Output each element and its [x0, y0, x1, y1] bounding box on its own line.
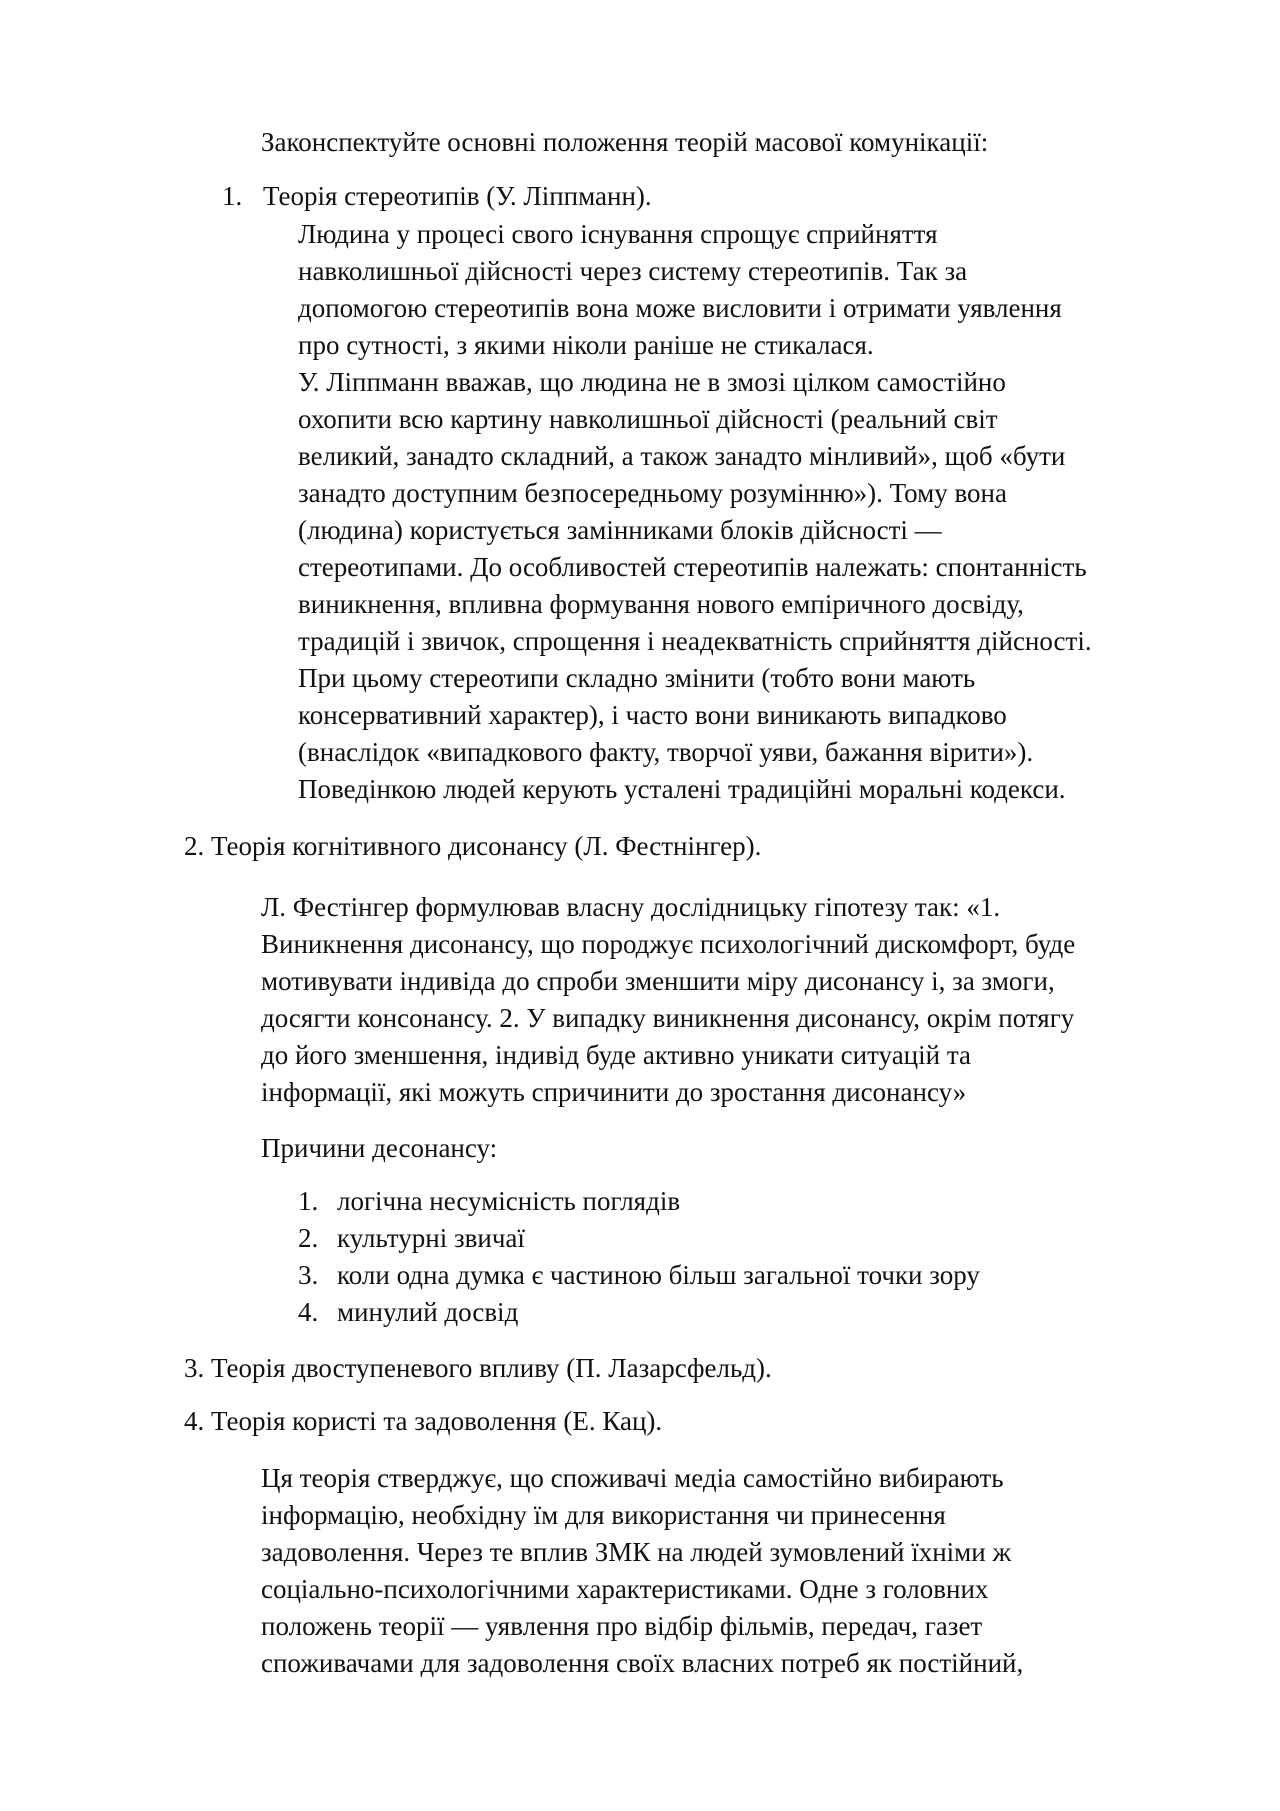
section-1-line: У. Ліппманн вважав, що людина не в змозі цілком самостійно — [298, 367, 1006, 397]
section-2-line: до його зменшення, індивід буде активно уникати ситуацій та — [261, 1040, 971, 1070]
section-1-line: охопити всю картину навколишньої дійсності (реальний світ — [298, 404, 998, 434]
causes-label: Причини десонансу: — [261, 1133, 498, 1163]
section-1-line: занадто доступним безпосередньому розумінню»). Тому вона — [298, 478, 1007, 508]
section-1-line: навколишньої дійсності через систему стереотипів. Так за — [298, 256, 968, 286]
section-4-line: соціально-психологічними характеристиками. Одне з головних — [261, 1574, 989, 1604]
section-4-line: Ця теорія стверджує, що споживачі медіа самостійно вибирають — [261, 1463, 1004, 1493]
section-4-line: положень теорії — уявлення про відбір фільмів, передач, газет — [261, 1611, 983, 1641]
section-2-line: Виникнення дисонансу, що породжує психологічний дискомфорт, буде — [261, 929, 1076, 959]
section-1-line: (внаслідок «випадкового факту, творчої уяви, бажання вірити»). — [298, 737, 1034, 767]
section-1-line: При цьому стереотипи складно змінити (тобто вони мають — [298, 663, 976, 693]
list-item-number: 4. — [298, 1297, 319, 1327]
list-item-number: 1. — [298, 1186, 319, 1216]
list-item-text: культурні звичаї — [337, 1223, 525, 1253]
section-4-line: споживачами для задоволення своїх власних потреб як постійний, — [261, 1648, 1024, 1678]
intro-text: Законспектуйте основні положення теорій масової комунікації: — [261, 127, 989, 157]
section-1-line: виникнення, впливна формування нового емпіричного досвіду, — [298, 589, 1024, 619]
section-2-line: мотивувати індивіда до спроби зменшити міру дисонансу і, за змоги, — [261, 966, 1055, 996]
section-1-line: консервативний характер), і часто вони виникають випадково — [298, 700, 1007, 730]
list-item-number: 3. — [298, 1260, 319, 1290]
section-1-line: традицій і звичок, спрощення і неадекватність сприйняття дійсності. — [298, 626, 1092, 656]
list-item-number: 2. — [298, 1223, 319, 1253]
section-1-line: допомогою стереотипів вона може висловити і отримати уявлення — [298, 293, 1062, 323]
section-1-line: (людина) користується замінниками блоків дійсності — — [298, 515, 942, 545]
section-1-title: Теорія стереотипів (У. Ліппманн). — [263, 181, 652, 211]
section-2-line: досягти консонансу. 2. У випадку виникнення дисонансу, окрім потягу — [261, 1003, 1075, 1033]
list-item-text: минулий досвід — [337, 1297, 519, 1327]
section-3-heading: 3. Теорія двоступеневого впливу (П. Лазарсфельд). — [184, 1353, 772, 1383]
section-1-line: про сутності, з якими ніколи раніше не стикалася. — [298, 330, 874, 360]
section-2-line: Л. Фестінгер формулював власну дослідницьку гіпотезу так: «1. — [261, 892, 1001, 922]
section-4-line: задоволення. Через те вплив ЗМК на людей зумовлений їхніми ж — [261, 1537, 1012, 1567]
list-item-text: логічна несумісність поглядів — [337, 1186, 681, 1216]
section-1-line: стереотипами. До особливостей стереотипів належать: спонтанність — [298, 552, 1087, 582]
section-4-heading: 4. Теорія користі та задоволення (Е. Кац). — [184, 1406, 663, 1436]
list-item-text: коли одна думка є частиною більш загальної точки зору — [337, 1260, 980, 1290]
section-2-heading: 2. Теорія когнітивного дисонансу (Л. Фестнінгер). — [184, 831, 762, 861]
section-4-line: інформацію, необхідну їм для використання чи принесення — [261, 1500, 946, 1530]
section-1-number: 1. — [222, 181, 243, 211]
section-1-line: Людина у процесі свого існування спрощує сприйняття — [298, 219, 938, 249]
section-1-line: великий, занадто складний, а також занадто мінливий», щоб «бути — [298, 441, 1066, 471]
section-2-line: інформації, які можуть спричинити до зростання дисонансу» — [261, 1077, 967, 1107]
section-1-line: Поведінкою людей керують усталені традиційні моральні кодекси. — [298, 774, 1066, 804]
